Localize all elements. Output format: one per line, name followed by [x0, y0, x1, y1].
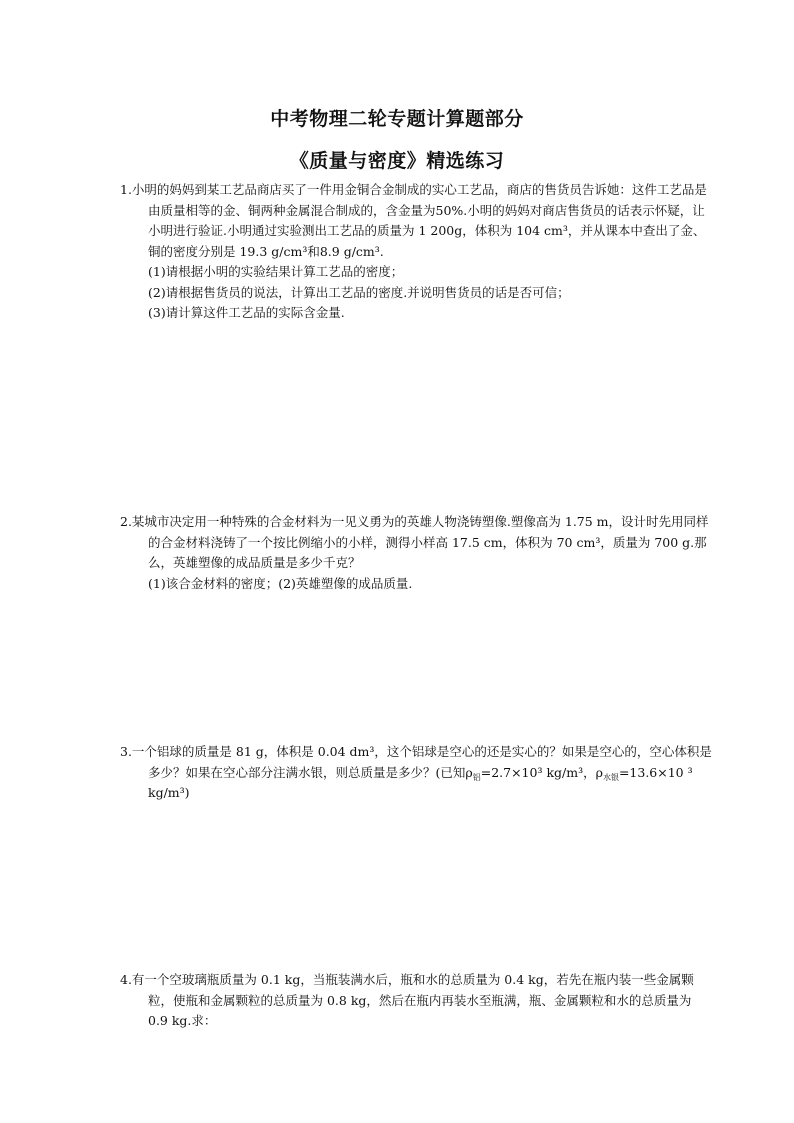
- question-3-text-a: 3.一个铝球的质量是 81 g，体积是 0.04 dm³，这个铝球是空心的还是实心的？如果是空心的，空心体积是多少？如果在空心部分注满水银，则总质量是多少？(已知ρ: [120, 744, 712, 780]
- question-1-part-3: (3)请计算这件工艺品的实际含金量.: [148, 305, 345, 320]
- question-3: [120, 742, 712, 804]
- question-4: [120, 970, 712, 1032]
- question-3-stem: [120, 742, 712, 804]
- question-3-sub-hg: 水银: [602, 772, 619, 782]
- question-2-stem: 2.某城市决定用一种特殊的合金材料为一见义勇为的英雄人物浇铸塑像.塑像高为 1.75 m，设计时先用同样的合金材料浇铸了一个按比例缩小的小样，测得小样高 17.5 cm，体积为 70 cm³，质量为 700 g.那么，英雄塑像的成品质量是多少千克？: [120, 514, 709, 570]
- page-title: 中考物理二轮专题计算题部分: [270, 108, 524, 130]
- question-2-part-1: (1)该合金材料的密度；(2)英雄塑像的成品质量.: [148, 575, 413, 591]
- question-1: [120, 180, 712, 324]
- question-1-stem: 1.小明的妈妈到某工艺品商店买了一件用金铜合金制成的实心工艺品，商店的售货员告诉她：这件工艺品是由质量相等的金、铜两种金属混合制成的，含金量为50%.小明的妈妈对商店售货员的话表示怀疑，让小明进行验证.小明通过实验测出工艺品的质量为 1 200g，体积为 104 cm³，并从课本中查出了金、铜的密度分别是 19.3 g/cm³和8.9 g/cm³.: [120, 182, 707, 259]
- question-4-stem: 4.有一个空玻璃瓶质量为 0.1 kg，当瓶装满水后，瓶和水的总质量为 0.4 kg，若先在瓶内装一些金属颗粒，使瓶和金属颗粒的总质量为 0.8 kg，然后在瓶内再装水至瓶满，瓶、金属颗粒和水的总质量为 0.9 kg.求：: [120, 972, 694, 1028]
- question-1-part-1: (1)请根据小明的实验结果计算工艺品的密度；: [148, 264, 404, 279]
- page-subtitle: 《质量与密度》精选练习: [289, 150, 505, 172]
- question-2: [120, 512, 712, 594]
- question-3-sub-al: 铝: [472, 772, 481, 782]
- question-1-part-2: (2)请根据售货员的说法，计算出工艺品的密度.并说明售货员的话是否可信；: [148, 284, 570, 300]
- question-3-text-c: =13.6×10 ³ kg/m³): [148, 764, 693, 800]
- question-3-text-b: =2.7×10³ kg/m³，ρ: [480, 764, 603, 780]
